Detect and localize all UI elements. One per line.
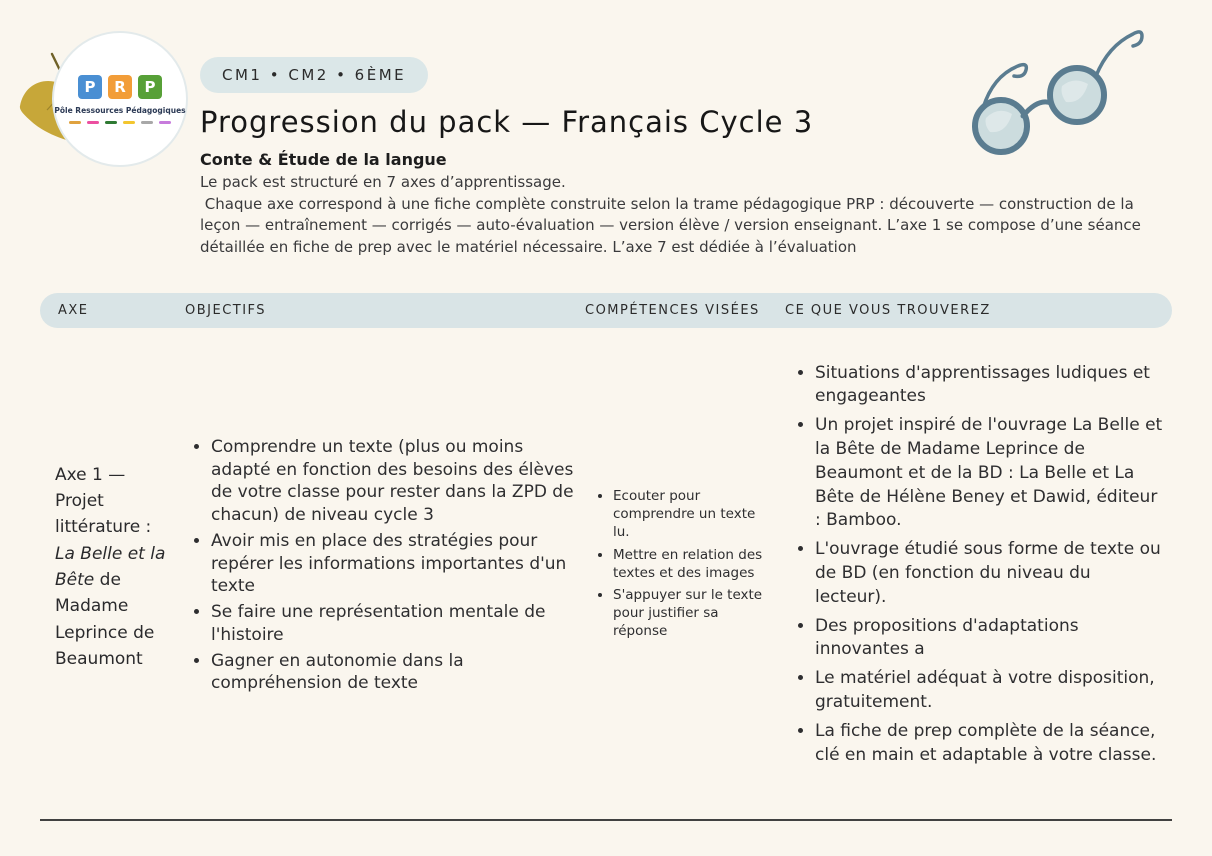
dash-segment [123,121,135,124]
page-subtitle: Conte & Étude de la langue [200,150,447,169]
cell-competences [585,488,785,647]
column-header-axe: AXE [58,303,89,318]
list-item: • Se faire une représentation mentale de l'histoire [211,601,575,647]
list-item: • La fiche de prep complète de la séance, clé en main et adaptable à votre classe. [815,720,1166,768]
list-item: • Des propositions d'adaptations innovantes a [815,615,1166,663]
level-badge: CM1 • CM2 • 6ÈME [200,57,428,93]
logo-dashes [69,121,171,124]
intro-line-2: Chaque axe correspond à une fiche complète construite selon la trame pédagogique PRP : découverte — construction de la leçon — entraînement — corrigés — auto-évaluation — version élève / version enseignant. L’axe 1 se compose d’une séance détaillée en fiche de prep avec le matériel nécessaire. L’axe 7 est dédiée à l’évaluation [200,194,1146,256]
list-item: • Gagner en autonomie dans la compréhension de texte [211,650,575,696]
dash-segment [69,121,81,124]
list-item: • Un projet inspiré de l'ouvrage La Belle et la Bête de Madame Leprince de Beaumont et de la BD : La Belle et La Bête de Hélène Beney et Dawid, éditeur : Bamboo. [815,414,1166,533]
logo-letter-r: R [108,75,132,99]
trouverez-list [785,362,1172,768]
dash-segment [159,121,171,124]
prp-logo-letters [78,75,162,99]
objectifs-list [185,436,585,695]
logo-caption: Pôle Ressources Pédagogiques [54,105,186,115]
competences-list [585,488,785,642]
intro-paragraph [200,172,1150,258]
list-item: • Avoir mis en place des stratégies pour repérer les informations importantes d'un texte [211,530,575,598]
logo-letter-p2: P [138,75,162,99]
list-item: • L'ouvrage étudié sous forme de texte ou de BD (en fonction du niveau du lecteur). [815,538,1166,609]
page-title: Progression du pack — Français Cycle 3 [200,105,814,139]
axe-text: Axe 1 — Projet littérature : [55,464,152,538]
prp-logo [52,31,188,167]
cell-trouverez [785,362,1172,773]
dash-segment [141,121,153,124]
dash-segment [105,121,117,124]
list-item: • Comprendre un texte (plus ou moins adapté en fonction des besoins des élèves de votre classe pour rester dans la ZPD de chacun) de niveau cycle 3 [211,436,575,527]
logo-letter-p1: P [78,75,102,99]
bottom-divider [40,819,1172,821]
header-block [200,57,1160,258]
column-header-trouverez: CE QUE VOUS TROUVEREZ [785,303,991,318]
column-header-objectifs: OBJECTIFS [185,303,267,318]
intro-line-1: Le pack est structuré en 7 axes d’apprentissage. [200,173,566,191]
column-header-competences: COMPÉTENCES VISÉES [585,303,760,318]
table-header-row [40,293,1172,328]
cell-objectifs [185,436,585,698]
list-item: • S'appuyer sur le texte pour justifier sa réponse [613,587,769,641]
table-row [40,328,1172,806]
list-item: • Ecouter pour comprendre un texte lu. [613,488,769,542]
axe-book-title: La Belle et la Bête [55,543,166,590]
list-item: • Situations d'apprentissages ludiques et engageantes [815,362,1166,410]
list-item: • Le matériel adéquat à votre disposition, gratuitement. [815,667,1166,715]
dash-segment [87,121,99,124]
axe-author: de Madame Leprince de Beaumont [55,570,155,670]
cell-axe [40,462,185,673]
list-item: • Mettre en relation des textes et des images [613,547,769,583]
